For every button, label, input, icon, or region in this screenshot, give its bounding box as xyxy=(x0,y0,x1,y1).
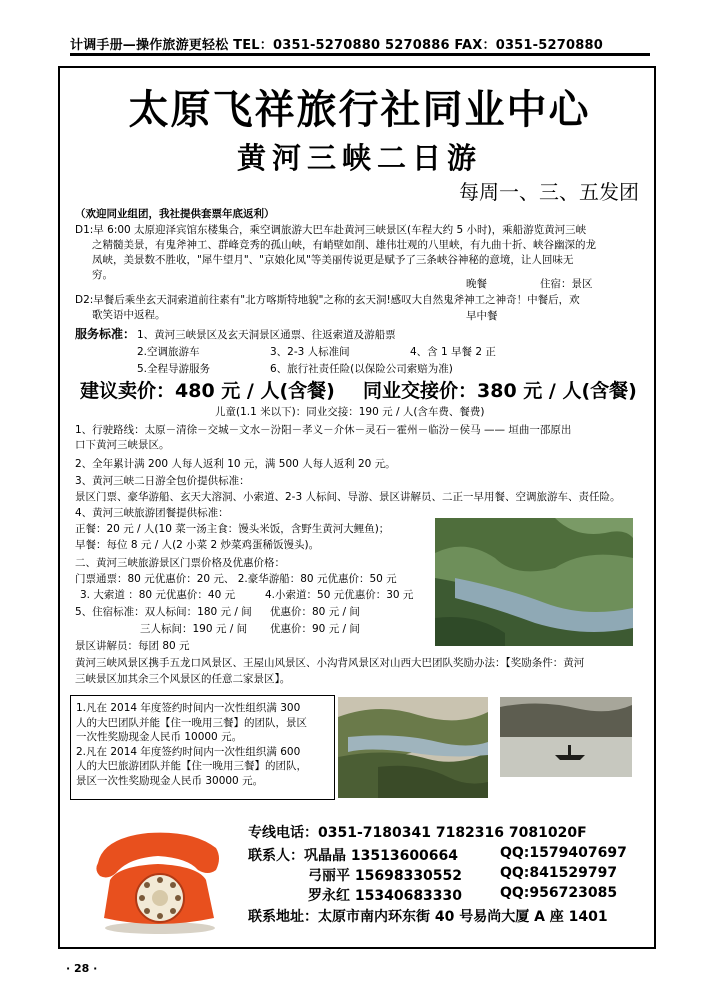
page-header: 计调手册—操作旅游更轻松 TEL：0351-5270880 5270886 FAX：0351-5270880 xyxy=(70,34,650,54)
service-item3: 3、2-3 人标准间 xyxy=(270,346,350,358)
price-row xyxy=(80,376,637,403)
itinerary-d1-hotel: 住宿：景区 xyxy=(540,278,593,290)
award-box-line1: 1.凡在 2014 年度签约时间内一次性组织满 300 xyxy=(76,702,301,714)
package-items: 景区门票、豪华游船、玄天大溶洞、小索道、2-3 人标间、导游、景区讲解员、二正一早用餐、空调旅游车、责任险。 xyxy=(75,491,621,503)
meal-breakfast: 早餐：每位 8 元 / 人(2 小菜 2 炒菜鸡蛋稀饭馒头)。 xyxy=(75,539,320,551)
room-double-discount: 优惠价：80 元 / 间 xyxy=(270,606,360,618)
tour-title: 黄河三峡二日游 xyxy=(236,141,482,175)
contact-qq-2: QQ:841529797 xyxy=(500,865,618,881)
gorge-photo xyxy=(435,518,633,646)
service-label: 服务标准： xyxy=(75,327,136,341)
service-item1: 1、黄河三峡景区及玄天洞景区通票、往返索道及游船票 xyxy=(137,329,396,341)
contact-person-2: 弓丽平 15698330552 xyxy=(308,868,463,884)
guide-fee: 景区讲解员：每团 80 元 xyxy=(75,640,190,652)
award-line2: 三峡景区加其余三个风景区的任意二家景区】。 xyxy=(75,673,291,685)
contact-person-1: 联系人：巩晶晶 13513600664 xyxy=(248,848,459,864)
award-line1: 黄河三峡风景区携手五龙口风景区、王屋山风景区、小沟背风景区对山西大巴团队奖励办法：【奖励条件：黄河 xyxy=(75,657,585,669)
room-triple-discount: 优惠价：90 元 / 间 xyxy=(270,623,360,635)
contact-qq-1: QQ:1579407697 xyxy=(500,845,627,861)
contact-address: 联系地址：太原市南内环东街 40 号易尚大厦 A 座 1401 xyxy=(248,909,608,925)
award-box xyxy=(70,695,335,800)
itinerary-d1-line1: D1:早 6:00 太原迎泽宾馆东楼集合，乘空调旅游大巴车赴黄河三峡景区(车程大约 5 小时)，乘船游览黄河三峡 xyxy=(75,224,587,236)
welcome-note: （欢迎同业组团，我社提供套票年底返利） xyxy=(75,208,275,220)
retail-price: 建议卖价：480 元 / 人(含餐) xyxy=(80,380,335,402)
contact-qq-3: QQ:956723085 xyxy=(500,885,618,901)
ticket-title: 二、黄河三峡旅游景区门票价格及优惠价格： xyxy=(75,557,285,569)
service-item6: 6、旅行社责任险(以保险公司索赔为准) xyxy=(270,363,453,375)
contact-row-1 xyxy=(248,845,627,865)
ticket-line2-small-cableway: 4.小索道：50 元优惠价：30 元 xyxy=(265,589,414,601)
meal-main: 正餐：20 元 / 人(10 菜一汤主食：馒头米饭，含野生黄河大鲤鱼)； xyxy=(75,523,390,535)
agency-title: 太原飞祥旅行社同业中心 xyxy=(128,87,591,133)
itinerary-d2-line1: D2:早餐后乘坐玄天洞索道前往素有"北方喀斯特地貌"之称的玄天洞!感叹大自然鬼斧神工之神奇！中餐后，欢 xyxy=(75,294,580,306)
award-box-line4: 2.凡在 2014 年度签约时间内一次性组织满 600 xyxy=(76,745,301,758)
award-box-line5: 人的大巴旅游团队并能【住一晚用三餐】的团队， xyxy=(76,760,307,772)
contact-row-2 xyxy=(308,865,618,885)
trade-price: 同业交接价：380 元 / 人(含餐) xyxy=(363,380,637,402)
award-box-line3: 一次性奖励现金人民币 10000 元。 xyxy=(76,731,243,743)
itinerary-d1-line3: 凤峡，美景数不胜收，"犀牛望月"、"京娘化凤"等美丽传说更是赋予了三条峡谷神秘的意境，让人回味无 xyxy=(92,254,574,266)
rebate-note: 2、全年累计满 200 人每人返利 10 元，满 500 人每人返利 20 元。 xyxy=(75,458,396,470)
contact-row-3 xyxy=(308,885,618,905)
boat-river-photo xyxy=(500,697,632,777)
itinerary-d1-line4: 穷。 xyxy=(92,269,113,281)
room-double: 5、住宿标准：双人标间：180 元 / 间 xyxy=(75,606,252,618)
ticket-line2-cableway: 3. 大索道 ：80 元优惠价：40 元 xyxy=(80,589,236,601)
itinerary-d2-line2: 歌笑语中返程。 xyxy=(92,309,166,321)
award-box-line2: 人的大巴团队并能【住一晚用三餐】的团队，景区 xyxy=(76,716,307,729)
room-triple: 三人标间：190 元 / 间 xyxy=(140,623,248,635)
service-item2: 2.空调旅游车 xyxy=(137,346,200,358)
itinerary-d1-meals: 晚餐 xyxy=(466,278,487,290)
river-valley-photo xyxy=(338,697,488,798)
departure-schedule: 每周一、三、五发团 xyxy=(459,180,639,204)
route-line2: 口下黄河三峡景区。 xyxy=(75,439,170,451)
itinerary-d2-meals: 早中餐 xyxy=(466,310,498,322)
telephone-icon xyxy=(88,818,223,936)
page-number: · 28 · xyxy=(66,962,98,975)
contact-person-3: 罗永红 15340683330 xyxy=(308,888,463,904)
service-item4: 4、含 1 早餐 2 正 xyxy=(410,346,496,358)
meal-title: 4、黄河三峡旅游团餐提供标准： xyxy=(75,507,229,519)
package-title: 3、黄河三峡二日游全包价提供标准： xyxy=(75,475,250,487)
service-item5: 5.全程导游服务 xyxy=(137,363,211,375)
child-price: 儿童(1.1 米以下)：同业交接：190 元 / 人(含车费、餐费) xyxy=(215,406,485,418)
hotline: 专线电话：0351-7180341 7182316 7081020F xyxy=(248,825,587,841)
itinerary-d1-line2: 之精髓美景，有鬼斧神工、群峰竞秀的孤山峡，有峭壁如削、雄伟壮观的八里峡，有九曲十折、峡谷幽深的龙 xyxy=(92,239,596,251)
ticket-line1: 门票通票：80 元优惠价：20 元、 2.豪华游船：80 元优惠价：50 元 xyxy=(75,573,397,585)
award-box-line6: 景区一次性奖励现金人民币 30000 元。 xyxy=(76,774,264,787)
route-line1: 1、行驶路线：太原－清徐－交城－文水－汾阳－孝义－介休－灵石－霍州－临汾－侯马 —— 垣曲一邵原出 xyxy=(75,424,572,436)
